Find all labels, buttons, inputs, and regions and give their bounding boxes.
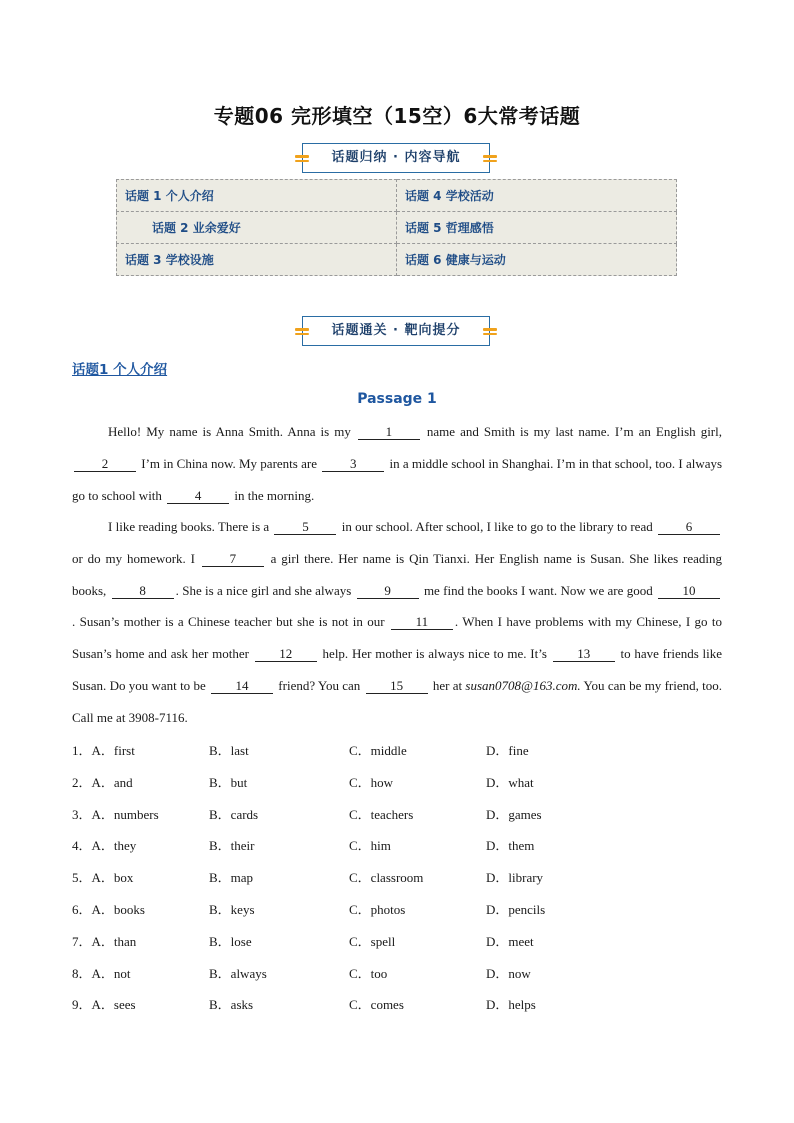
banner-label: 话题归纳 · 内容导航 (331, 150, 461, 165)
option-b[interactable]: B．their (209, 838, 255, 854)
nav-item-topic-3[interactable]: 话题 3 学校设施 (117, 244, 397, 276)
option-b[interactable]: B．lose (209, 933, 252, 949)
blank-15: 15 (366, 678, 428, 694)
option-b[interactable]: B．but (209, 774, 248, 790)
option-b[interactable]: B．cards (209, 806, 259, 822)
option-c[interactable]: C．comes (349, 997, 404, 1013)
option-c[interactable]: C．how (349, 774, 394, 790)
blank-7: 7 (202, 551, 264, 567)
option-d[interactable]: D．library (486, 870, 544, 886)
question-row: 5．A．box B．map C．classroom D．library (72, 862, 722, 894)
banner-decoration-icon (483, 326, 497, 336)
blank-14: 14 (211, 678, 273, 694)
option-b[interactable]: B．map (209, 870, 254, 886)
passage-title: Passage 1 (357, 391, 437, 407)
option-b[interactable]: B．always (209, 965, 267, 981)
blank-10: 10 (658, 583, 720, 599)
option-d[interactable]: D．them (486, 838, 535, 854)
option-d[interactable]: D．pencils (486, 901, 546, 917)
question-row: 3．A．numbers B．cards C．teachers D．games (72, 799, 722, 831)
option-d[interactable]: D．fine (486, 743, 529, 758)
banner-topic-navigation (302, 143, 490, 173)
option-c[interactable]: C．him (349, 838, 391, 854)
question-row: 2．A．and B．but C．how D．what (72, 767, 722, 799)
question-row: 8．A．not B．always C．too D．now (72, 958, 722, 990)
option-d[interactable]: D．helps (486, 997, 536, 1013)
option-c[interactable]: C．photos (349, 901, 406, 917)
blank-12: 12 (255, 646, 317, 662)
option-c[interactable]: C．spell (349, 933, 396, 949)
option-d[interactable]: D．games (486, 806, 542, 822)
email-address: susan0708@163.com. (465, 677, 581, 693)
option-c[interactable]: C．teachers (349, 806, 414, 822)
nav-item-topic-6[interactable]: 话题 6 健康与运动 (397, 244, 677, 276)
banner-decoration-icon (483, 153, 497, 163)
option-d[interactable]: D．meet (486, 933, 534, 949)
question-row: 7．A．than B．lose C．spell D．meet (72, 926, 722, 958)
question-row: 6．A．books B．keys C．photos D．pencils (72, 894, 722, 926)
nav-item-topic-2[interactable]: 话题 2 业余爱好 (117, 212, 397, 244)
question-row: 1．A．first B．last C．middle D．fine (72, 735, 722, 767)
topic-navigation-table (116, 179, 677, 276)
passage-paragraph-2: I like reading books. There is a 5 in our school. After school, I like to go to the library to read 6 or do my homework. I 7 a girl there. Her name is Qin Tianxi. Her English name is Susan. She likes reading books, 8 . She is a nice girl and she always 9 me find the books I want. Now we are good 10. Susan’s mother is a Chinese teacher but she is not in our 11 . When I have problems with my Chinese, I go to Susan’s home and ask her mother 12 help. Her mother is always nice to me. It’s 13 to have friends like Susan. Do you want to be 14 friend? You can 15 her at susan0708@163.com. You can be my friend, too. Call me at 3908-7116. (72, 519, 723, 725)
blank-6: 6 (658, 519, 720, 535)
option-b[interactable]: B．keys (209, 901, 255, 917)
option-d[interactable]: D．now (486, 965, 531, 981)
passage-paragraph-1: Hello! My name is Anna Smith. Anna is my 1 name and Smith is my last name. I’m an English girl, 2 I’m in China now. My parents are 3 in a middle school in Shanghai. I’m in that school, too. I always go to school with 4 in the morning. (72, 424, 723, 503)
banner-decoration-icon (295, 153, 309, 163)
nav-item-topic-4[interactable]: 话题 4 学校活动 (397, 180, 677, 212)
blank-3: 3 (322, 456, 384, 472)
blank-5: 5 (274, 519, 336, 535)
blank-13: 13 (553, 646, 615, 662)
blank-1: 1 (358, 424, 420, 440)
option-c[interactable]: C．too (349, 965, 388, 981)
nav-item-topic-5[interactable]: 话题 5 哲理感悟 (397, 212, 677, 244)
blank-2: 2 (74, 456, 136, 472)
document-title: 专题06 完形填空（15空）6大常考话题 (213, 104, 581, 128)
answer-options (72, 735, 722, 1021)
banner-decoration-icon (295, 326, 309, 336)
nav-item-topic-1[interactable]: 话题 1 个人介绍 (117, 180, 397, 212)
blank-9: 9 (357, 583, 419, 599)
question-row: 4．A．they B．their C．him D．them (72, 830, 722, 862)
blank-8: 8 (112, 583, 174, 599)
option-d[interactable]: D．what (486, 774, 534, 790)
section-heading-topic-1[interactable]: 话题1 个人介绍 (72, 362, 168, 378)
option-b[interactable]: B．last (209, 743, 249, 758)
banner-label: 话题通关 · 靶向提分 (331, 323, 461, 338)
question-row: 9．A．sees B．asks C．comes D．helps (72, 989, 722, 1021)
option-c[interactable]: C．middle (349, 743, 407, 758)
banner-topic-practice (302, 316, 490, 346)
option-b[interactable]: B．asks (209, 997, 254, 1013)
blank-11: 11 (391, 614, 453, 630)
option-c[interactable]: C．classroom (349, 870, 424, 886)
blank-4: 4 (167, 488, 229, 504)
